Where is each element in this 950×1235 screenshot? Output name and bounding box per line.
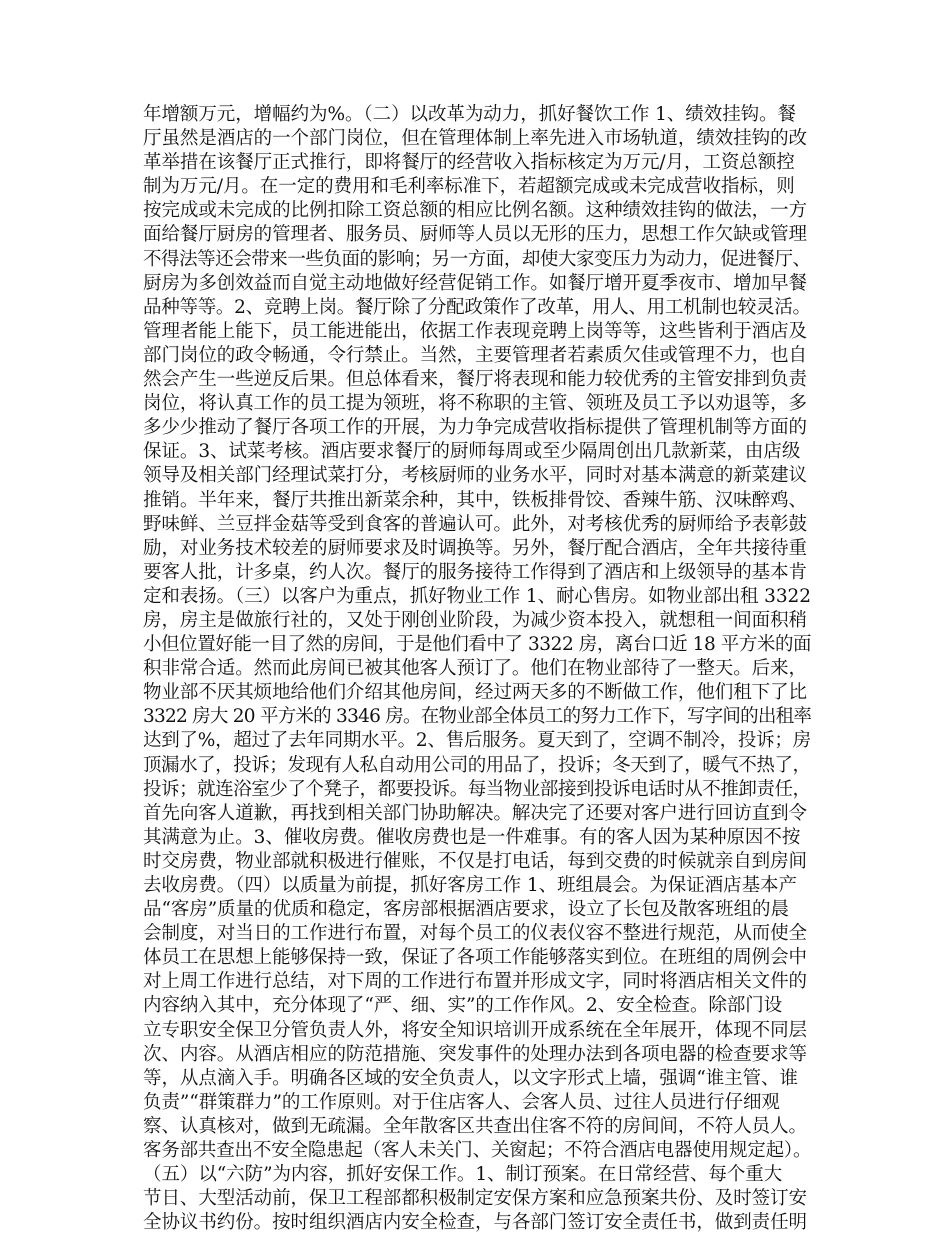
text-line: 察、认真核对，做到无疏漏。全年散客区共查出住客不符的房间间，不符人员人。 — [143, 1115, 807, 1137]
text-line: 制为万元/月。在一定的费用和毛利率标准下，若超额完成或未完成营收指标，则 — [143, 176, 795, 198]
text-line: 保证。3、试菜考核。酒店要求餐厅的厨师每周或至少隔周创出几款新菜，由店级 — [143, 441, 801, 463]
text-line: 会制度，对当日的工作进行布置，对每个员工的仪表仪容不整进行规范，从而使全 — [143, 923, 807, 945]
text-line: 时交房费，物业部就积极进行催账，不仅是打电话，每到交费的时候就亲自到房间 — [143, 850, 807, 872]
text-line: 达到了%，超过了去年同期水平。2、售后服务。夏天到了，空调不制冷，投诉；房 — [143, 730, 811, 752]
text-line: 然会产生一些逆反后果。但总体看来，餐厅将表现和能力较优秀的主管安排到负责 — [143, 369, 807, 391]
text-line: 客务部共查出不安全隐患起（客人未关门、关窗起；不符合酒店电器使用规定起）。 — [143, 1140, 812, 1162]
text-line: 顶漏水了，投诉；发现有人私自动用公司的用品了，投诉；冬天到了，暖气不热了， — [143, 754, 811, 776]
text-line: 革举措在该餐厅正式推行，即将餐厅的经营收入指标核定为万元/月，工资总额控 — [143, 152, 795, 174]
text-line: 野味鲜、兰豆拌金菇等受到食客的普遍认可。此外，对考核优秀的厨师给予表彰鼓 — [143, 513, 807, 535]
text-line: 品“客房”质量的优质和稳定，客房部根据酒店要求，设立了长包及散客班组的晨 — [143, 899, 789, 921]
text-line: 全协议书约份。按时组织酒店内安全检查，与各部门签订安全责任书，做到责任明 — [143, 1212, 807, 1234]
text-line: 内容纳入其中，充分体现了“严、细、实”的工作作风。2、安全检查。除部门设 — [143, 995, 783, 1017]
text-line: 领导及相关部门经理试菜打分，考核厨师的业务水平，同时对基本满意的新菜建议 — [143, 465, 807, 487]
text-line: 按完成或未完成的比例扣除工资总额的相应比例名额。这种绩效挂钩的做法，一方 — [143, 200, 807, 222]
text-line: 去收房费。（四）以质量为前提，抓好客房工作 1、班组晨会。为保证酒店基本产 — [143, 875, 797, 896]
text-line: 体员工在思想上能够保持一致，保证了各项工作能够落实到位。在班组的周例会中 — [143, 947, 807, 969]
text-line: （五）以“六防”为内容，抓好安保工作。1、制订预案。在日常经营、每个重大 — [143, 1164, 783, 1186]
text-line: 负责”“群策群力”的工作原则。对于住店客人、会客人员、过往人员进行仔细观 — [143, 1091, 780, 1113]
text-line: 推销。半年来，餐厅共推出新菜余种，其中，铁板排骨饺、香辣牛筋、汉味醉鸡、 — [143, 489, 807, 511]
text-line: 投诉；就连浴室少了个凳子，都要投诉。每当物业部接到投诉电话时从不推卸责任， — [143, 778, 811, 800]
text-line: 次、内容。从酒店相应的防范措施、突发事件的处理办法到各项电器的检查要求等 — [143, 1043, 807, 1065]
text-line: 3322 房大 20 平方米的 3346 房。在物业部全体员工的努力工作下，写字间的出租率 — [143, 706, 812, 728]
text-line: 立专职安全保卫分管负责人外，将安全知识培训开成系统在全年展开，体现不同层 — [143, 1019, 807, 1041]
text-line: 积非常合适。然而此房间已被其他客人预订了。他们在物业部待了一整天。后来， — [143, 658, 807, 680]
text-line: 部门岗位的政令畅通，令行禁止。当然，主要管理者若素质欠佳或管理不力，也自 — [143, 344, 807, 366]
text-line: 厅虽然是酒店的一个部门岗位，但在管理体制上率先进入市场轨道，绩效挂钩的改 — [143, 128, 807, 150]
text-line: 要客人批，计多桌，约人次。餐厅的服务接待工作得到了酒店和上级领导的基本肯 — [143, 561, 807, 583]
text-line: 首先向客人道歉，再找到相关部门协助解决。解决完了还要对客户进行回访直到令 — [143, 802, 807, 824]
text-line: 定和表扬。（三）以客户为重点，抓好物业工作 1、耐心售房。如物业部出租 3322 — [143, 585, 811, 607]
text-line: 其满意为止。3、催收房费。催收房费也是一件难事。有的客人因为某种原因不按 — [143, 826, 801, 848]
text-line: 等，从点滴入手。明确各区域的安全负责人，以文字形式上墙，强调“谁主管、谁 — [143, 1067, 798, 1089]
text-line: 管理者能上能下，员工能进能出，依据工作表现竞聘上岗等等，这些皆利于酒店及 — [143, 320, 807, 342]
text-line: 物业部不厌其烦地给他们介绍其他房间，经过两天多的不断做工作，他们租下了比 — [143, 682, 807, 704]
text-line: 品种等等。2、竞聘上岗。餐厅除了分配政策作了改革，用人、用工机制也较灵活。 — [143, 296, 811, 318]
text-line: 节日、大型活动前，保卫工程部都积极制定安保方案和应急预案共份、及时签订安 — [143, 1188, 807, 1210]
text-line: 房，房主是做旅行社的，又处于刚创业阶段，为减少资本投入，就想租一间面积稍 — [143, 609, 807, 631]
text-line: 岗位，将认真工作的员工提为领班，将不称职的主管、领班及员工予以劝退等，多 — [143, 393, 807, 415]
text-line: 励，对业务技术较差的厨师要求及时调换等。另外，餐厅配合酒店，全年共接待重 — [143, 537, 807, 559]
text-line: 对上周工作进行总结，对下周的工作进行布置并形成文字，同时将酒店相关文件的 — [143, 971, 807, 993]
text-line: 小但位置好能一目了然的房间，于是他们看中了 3322 房，离台口近 18 平方米的面 — [143, 634, 812, 656]
text-line: 厨房为多创效益而自觉主动地做好经营促销工作。如餐厅增开夏季夜市、增加早餐 — [143, 272, 807, 294]
text-line: 面给餐厅厨房的管理者、服务员、厨师等人员以无形的压力，思想工作欠缺或管理 — [143, 224, 807, 246]
text-line: 不得法等还会带来一些负面的影响；另一方面，却使大家变压力为动力，促进餐厅、 — [143, 248, 811, 270]
text-line: 年增额万元，增幅约为%。（二）以改革为动力，抓好餐饮工作 1、绩效挂钩。餐 — [143, 104, 796, 125]
text-line: 多少少推动了餐厅各项工作的开展，为力争完成营收指标提供了管理机制等方面的 — [143, 417, 807, 439]
document-body — [143, 103, 813, 1235]
